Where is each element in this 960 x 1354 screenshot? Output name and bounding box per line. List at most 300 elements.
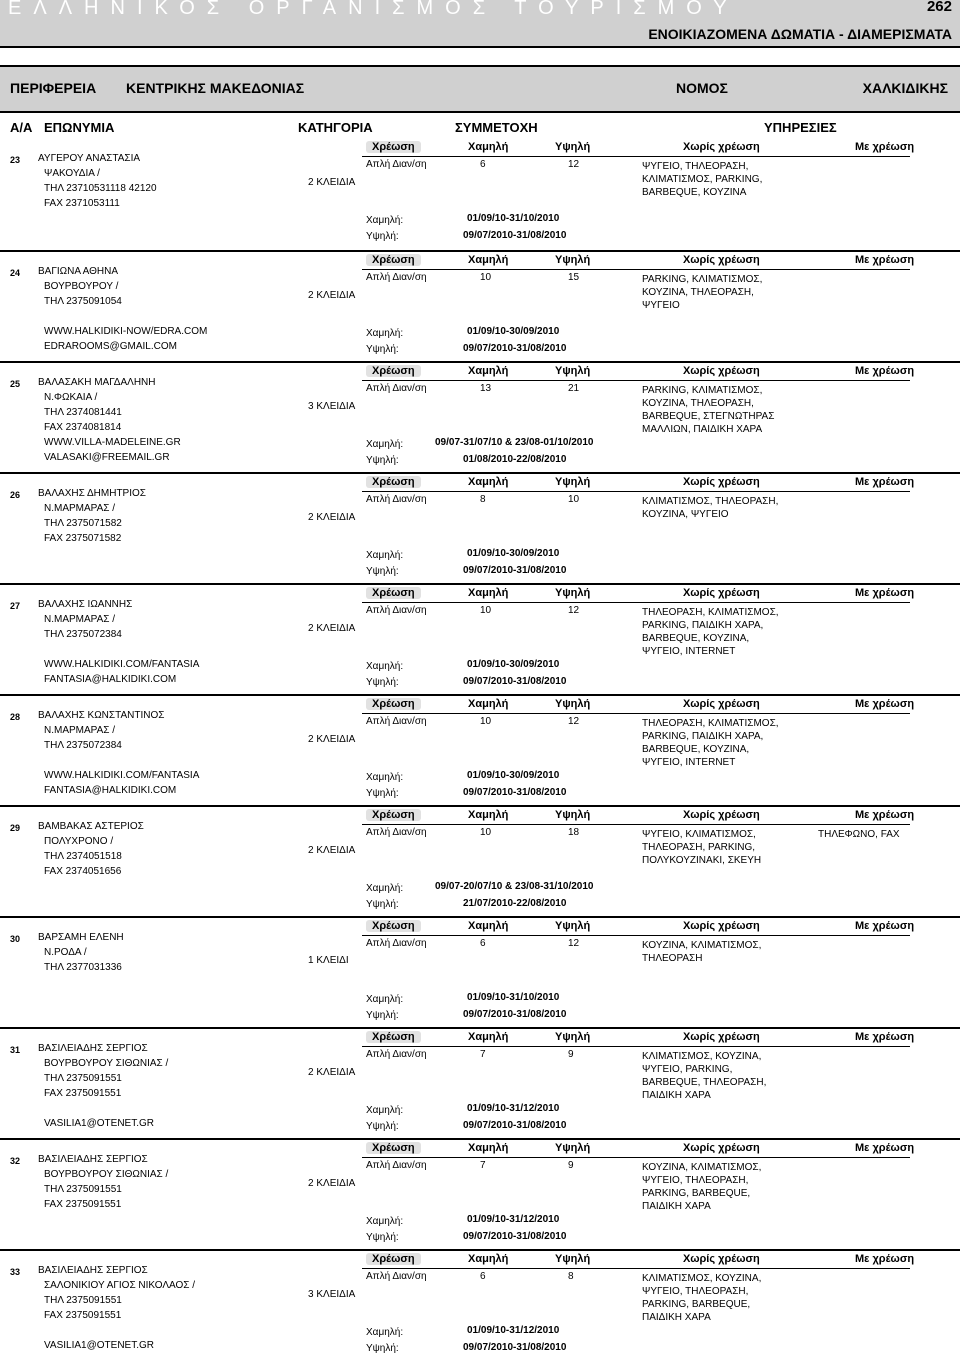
listing-entry [0, 694, 960, 804]
room-type-label: Απλή Διαν/ση [366, 1160, 427, 1171]
free-services [642, 495, 778, 521]
low-season-dates: 01/09/10-30/09/2010 [467, 659, 560, 670]
listing-detail-line: ΒΑΛΑΣΑΚΗ ΜΑΓΔΑΛΗΝΗ [38, 377, 156, 388]
service-line: ΚΟΥΖΙΝΑ, ΚΛΙΜΑΤΙΣΜΟΣ, [642, 1162, 762, 1173]
service-line: ΚΟΥΖΙΝΑ, ΤΗΛΕΟΡΑΣΗ, [642, 287, 754, 298]
paid-services-header: Με χρέωση [855, 1142, 915, 1154]
listing-details [38, 264, 207, 354]
listing-detail-line [38, 1101, 168, 1116]
service-line: PARKING, ΚΛΙΜΑΤΙΣΜΟΣ, [642, 385, 763, 396]
service-line: ΨΥΓΕΙΟ, INTERNET [642, 646, 736, 657]
listing-detail-line: ΤΗΛ 2374051518 [44, 851, 122, 862]
listing-detail-line: ΤΗΛ 2375091551 [44, 1073, 122, 1084]
listing-number: 26 [10, 490, 21, 500]
high-season-header: Υψηλή [555, 141, 591, 153]
free-services [642, 828, 761, 867]
paid-services-header: Με χρέωση [855, 1253, 915, 1265]
listing-detail-line: ΤΗΛ 2375071582 [44, 518, 122, 529]
listing-detail-line: WWW.VILLA-MADELEINE.GR [44, 437, 181, 448]
listing-detail-line: ΒΑΣΙΛΕΙΑΔΗΣ ΣΕΡΓΙΟΣ [38, 1154, 148, 1165]
listing-detail-line: Ν.ΜΑΡΜΑΡΑΣ / [44, 503, 116, 514]
high-season-header: Υψηλή [555, 587, 591, 599]
listing-details [38, 375, 181, 465]
listing-detail-line: ΒΑΣΙΛΕΙΑΔΗΣ ΣΕΡΓΙΟΣ [38, 1043, 148, 1054]
room-type-label: Απλή Διαν/ση [366, 827, 427, 838]
listing-entry [0, 805, 960, 915]
listing-detail-line: ΤΗΛ 23710531118 42120 [44, 183, 157, 194]
free-services [642, 939, 761, 965]
region-bar [0, 65, 960, 113]
low-season-period-label: Χαμηλή: [366, 328, 404, 339]
region-name: ΚΕΝΤΡΙΚΗΣ ΜΑΚΕΔΟΝΙΑΣ [126, 80, 305, 96]
high-season-dates: 09/07/2010-31/08/2010 [463, 1231, 567, 1242]
paid-services-header: Με χρέωση [855, 141, 915, 153]
listing-entry [0, 1138, 960, 1248]
listing-detail-line: Ν.ΦΩΚΑΙΑ / [44, 392, 98, 403]
charge-header: Χρέωση [366, 1253, 421, 1265]
low-season-header: Χαμηλή [468, 809, 509, 821]
listing-details [38, 597, 199, 687]
low-season-price: 10 [480, 827, 492, 838]
listing-detail-line: ΒΑΓΙΩΝΑ ΑΘΗΝΑ [38, 266, 119, 277]
listing-category: 2 ΚΛΕΙΔΙΑ [308, 623, 356, 634]
service-line: ΨΥΓΕΙΟ, ΤΗΛΕΟΡΑΣΗ, [642, 1286, 749, 1297]
high-season-price: 12 [568, 938, 580, 949]
listing-detail-line [38, 753, 199, 768]
listing-entry [0, 1249, 960, 1354]
header-rule [362, 1157, 910, 1158]
high-season-dates: 09/07/2010-31/08/2010 [463, 1120, 567, 1131]
low-season-period-label: Χαμηλή: [366, 215, 404, 226]
listing-entry [0, 916, 960, 1026]
high-season-period-label: Υψηλή: [366, 1232, 399, 1243]
low-season-period-label: Χαμηλή: [366, 772, 404, 783]
paid-services-header: Με χρέωση [855, 365, 915, 377]
free-services [642, 160, 762, 199]
listing-detail-line: ΒΑΛΑΧΗΣ ΙΩΑΝΝΗΣ [38, 599, 133, 610]
charge-header: Χρέωση [366, 476, 421, 488]
high-season-price: 18 [568, 827, 580, 838]
low-season-header: Χαμηλή [468, 587, 509, 599]
listing-detail-line: ΒΑΣΙΛΕΙΑΔΗΣ ΣΕΡΓΙΟΣ [38, 1265, 148, 1276]
service-line: PARKING, ΠΑΙΔΙΚΗ ΧΑΡΑ, [642, 731, 764, 742]
column-header-participation: ΣΥΜΜΕΤΟΧΗ [455, 120, 538, 135]
low-season-period-label: Χαμηλή: [366, 1216, 404, 1227]
high-season-period-label: Υψηλή: [366, 566, 399, 577]
listing-details [38, 819, 144, 879]
listing-entry [0, 472, 960, 582]
room-type-label: Απλή Διαν/ση [366, 159, 427, 170]
low-season-header: Χαμηλή [468, 1031, 509, 1043]
listing-detail-line: ΠΟΛΥΧΡΟΝΟ / [44, 836, 114, 847]
charge-header: Χρέωση [366, 365, 421, 377]
listing-category: 2 ΚΛΕΙΔΙΑ [308, 1067, 356, 1078]
free-services-header: Χωρίς χρέωση [683, 254, 760, 266]
listing-detail-line [38, 642, 199, 657]
low-season-header: Χαμηλή [468, 698, 509, 710]
low-season-price: 8 [480, 494, 486, 505]
service-line: ΤΗΛΕΟΡΑΣΗ, ΚΛΙΜΑΤΙΣΜΟΣ, [642, 718, 779, 729]
service-line: ΚΛΙΜΑΤΙΣΜΟΣ, PARKING, [642, 174, 763, 185]
listing-detail-line [38, 1323, 195, 1338]
service-line: PARKING, ΚΛΙΜΑΤΙΣΜΟΣ, [642, 274, 763, 285]
high-season-dates: 09/07/2010-31/08/2010 [463, 787, 567, 798]
page-number: 262 [926, 0, 952, 15]
listing-detail-line: ΤΗΛ 2375091054 [44, 296, 122, 307]
listing-category: 2 ΚΛΕΙΔΙΑ [308, 845, 356, 856]
column-header-category: ΚΑΤΗΓΟΡΙΑ [298, 120, 373, 135]
service-line: BARBEQUE, ΤΗΛΕΟΡΑΣΗ, [642, 1077, 767, 1088]
listing-number: 27 [10, 601, 21, 611]
high-season-dates: 01/08/2010-22/08/2010 [463, 454, 567, 465]
listing-category: 1 ΚΛΕΙΔΙ [308, 955, 349, 966]
high-season-period-label: Υψηλή: [366, 899, 399, 910]
free-services-header: Χωρίς χρέωση [683, 1253, 760, 1265]
listing-category: 2 ΚΛΕΙΔΙΑ [308, 734, 356, 745]
listing-detail-line: WWW.HALKIDIKI.COM/FANTASIA [44, 770, 200, 781]
listing-detail-line: ΨΑΚΟΥΔΙΑ / [44, 168, 100, 179]
listing-number: 30 [10, 934, 21, 944]
low-season-header: Χαμηλή [468, 920, 509, 932]
organization-title: ΕΛΛΗΝΙΚΟΣ ΟΡΓΑΝΙΣΜΟΣ ΤΟΥΡΙΣΜΟΥ [8, 0, 739, 19]
charge-header: Χρέωση [366, 254, 421, 266]
listing-details [38, 930, 124, 975]
column-header-aa: Α/Α [10, 120, 33, 135]
listing-detail-line: ΒΟΥΡΒΟΥΡΟΥ / [44, 281, 119, 292]
low-season-dates: 01/09/10-31/10/2010 [467, 213, 560, 224]
low-season-header: Χαμηλή [468, 254, 509, 266]
paid-services-header: Με χρέωση [855, 698, 915, 710]
high-season-price: 12 [568, 716, 580, 727]
header-rule [362, 713, 910, 714]
listing-details [38, 1041, 168, 1131]
service-line: ΨΥΓΕΙΟ, INTERNET [642, 757, 736, 768]
listing-details [38, 151, 157, 211]
free-services [642, 606, 779, 658]
high-season-dates: 09/07/2010-31/08/2010 [463, 1342, 567, 1353]
prefecture-name: ΧΑΛΚΙΔΙΚΗΣ [862, 80, 948, 96]
low-season-dates: 01/09/10-31/12/2010 [467, 1103, 560, 1114]
high-season-header: Υψηλή [555, 1253, 591, 1265]
high-season-header: Υψηλή [555, 1031, 591, 1043]
paid-services-header: Με χρέωση [855, 254, 915, 266]
high-season-dates: 09/07/2010-31/08/2010 [463, 676, 567, 687]
service-line: ΤΗΛΕΟΡΑΣΗ, ΚΛΙΜΑΤΙΣΜΟΣ, [642, 607, 779, 618]
room-type-label: Απλή Διαν/ση [366, 1049, 427, 1060]
high-season-price: 8 [568, 1271, 574, 1282]
paid-services-header: Με χρέωση [855, 920, 915, 932]
paid-services-header: Με χρέωση [855, 587, 915, 599]
service-line: ΤΗΛΕΟΡΑΣΗ [642, 953, 703, 964]
listing-detail-line [38, 309, 207, 324]
listing-number: 24 [10, 268, 21, 278]
service-line: ΤΗΛΕΟΡΑΣΗ, PARKING, [642, 842, 756, 853]
listing-category: 2 ΚΛΕΙΔΙΑ [308, 1178, 356, 1189]
listing-detail-line: ΑΥΓΕΡΟΥ ΑΝΑΣΤΑΣΙΑ [38, 153, 141, 164]
header-rule [362, 380, 910, 381]
header-rule [362, 1046, 910, 1047]
listing-number: 33 [10, 1267, 21, 1277]
paid-services-header: Με χρέωση [855, 809, 915, 821]
listing-detail-line: Ν.ΜΑΡΜΑΡΑΣ / [44, 725, 116, 736]
listing-number: 31 [10, 1045, 21, 1055]
listing-detail-line: ΒΑΜΒΑΚΑΣ ΑΣΤΕΡΙΟΣ [38, 821, 144, 832]
charge-header: Χρέωση [366, 141, 421, 153]
free-services-header: Χωρίς χρέωση [683, 1031, 760, 1043]
listing-entry [0, 361, 960, 471]
service-line: ΚΟΥΖΙΝΑ, ΨΥΓΕΙΟ [642, 509, 729, 520]
service-line: BARBEQUE, ΣΤΕΓΝΩΤΗΡΑΣ [642, 411, 775, 422]
service-line: ΚΟΥΖΙΝΑ, ΚΛΙΜΑΤΙΣΜΟΣ, [642, 940, 762, 951]
listing-details [38, 1152, 168, 1212]
service-line: ΚΟΥΖΙΝΑ, ΤΗΛΕΟΡΑΣΗ, [642, 398, 754, 409]
header-rule [362, 935, 910, 936]
high-season-period-label: Υψηλή: [366, 455, 399, 466]
listing-detail-line: VASILIA1@OTENET.GR [44, 1340, 154, 1351]
listing-category: 2 ΚΛΕΙΔΙΑ [308, 290, 356, 301]
low-season-dates: 01/09/10-31/12/2010 [467, 1325, 560, 1336]
high-season-price: 9 [568, 1160, 574, 1171]
low-season-period-label: Χαμηλή: [366, 1327, 404, 1338]
listing-detail-line: ΒΑΛΑΧΗΣ ΔΗΜΗΤΡΙΟΣ [38, 488, 146, 499]
low-season-price: 10 [480, 716, 492, 727]
low-season-header: Χαμηλή [468, 141, 509, 153]
service-line: ΠΑΙΔΙΚΗ ΧΑΡΑ [642, 1201, 711, 1212]
free-services [642, 1050, 766, 1102]
free-services-header: Χωρίς χρέωση [683, 141, 760, 153]
low-season-dates: 01/09/10-31/12/2010 [467, 1214, 560, 1225]
listing-detail-line: VASILIA1@OTENET.GR [44, 1118, 154, 1129]
low-season-price: 10 [480, 605, 492, 616]
low-season-period-label: Χαμηλή: [366, 994, 404, 1005]
low-season-dates: 01/09/10-31/10/2010 [467, 992, 560, 1003]
service-line: ΨΥΓΕΙΟ, ΚΛΙΜΑΤΙΣΜΟΣ, [642, 829, 756, 840]
high-season-header: Υψηλή [555, 365, 591, 377]
listing-number: 28 [10, 712, 21, 722]
listing-detail-line: ΒΑΡΣΑΜΗ ΕΛΕΝΗ [38, 932, 124, 943]
listing-detail-line: FAX 2375091551 [44, 1310, 122, 1321]
service-line: BARBEQUE, ΚΟΥΖΙΝΑ [642, 187, 747, 198]
listing-detail-line: FANTASIA@HALKIDIKI.COM [44, 674, 177, 685]
listing-detail-line: ΤΗΛ 2375091551 [44, 1295, 122, 1306]
header-rule [362, 156, 910, 157]
service-line: ΨΥΓΕΙΟ [642, 300, 680, 311]
high-season-period-label: Υψηλή: [366, 1343, 399, 1354]
free-services-header: Χωρίς χρέωση [683, 920, 760, 932]
header-rule [362, 491, 910, 492]
service-line: ΚΛΙΜΑΤΙΣΜΟΣ, ΤΗΛΕΟΡΑΣΗ, [642, 496, 779, 507]
listing-detail-line: ΣΑΛΟΝΙΚΙΟΥ ΑΓΙΟΣ ΝΙΚΟΛΑΟΣ / [44, 1280, 196, 1291]
free-services-header: Χωρίς χρέωση [683, 365, 760, 377]
listing-detail-line: WWW.HALKIDIKI-NOW/EDRA.COM [44, 326, 208, 337]
low-season-header: Χαμηλή [468, 365, 509, 377]
high-season-dates: 09/07/2010-31/08/2010 [463, 1009, 567, 1020]
low-season-price: 6 [480, 938, 486, 949]
listing-number: 25 [10, 379, 21, 389]
low-season-price: 10 [480, 272, 492, 283]
room-type-label: Απλή Διαν/ση [366, 272, 427, 283]
free-services [642, 384, 774, 436]
prefecture-label: ΝΟΜΟΣ [676, 80, 728, 96]
high-season-header: Υψηλή [555, 254, 591, 266]
room-type-label: Απλή Διαν/ση [366, 605, 427, 616]
high-season-period-label: Υψηλή: [366, 231, 399, 242]
listing-detail-line: FANTASIA@HALKIDIKI.COM [44, 785, 177, 796]
service-line: ΚΛΙΜΑΤΙΣΜΟΣ, ΚΟΥΖΙΝΑ, [642, 1051, 762, 1062]
high-season-period-label: Υψηλή: [366, 344, 399, 355]
high-season-period-label: Υψηλή: [366, 788, 399, 799]
low-season-dates: 01/09/10-30/09/2010 [467, 326, 560, 337]
service-line: ΨΥΓΕΙΟ, ΤΗΛΕΟΡΑΣΗ, [642, 161, 749, 172]
listing-detail-line: ΤΗΛ 2375072384 [44, 629, 122, 640]
low-season-dates: 01/09/10-30/09/2010 [467, 548, 560, 559]
low-season-period-label: Χαμηλή: [366, 439, 404, 450]
paid-services-header: Με χρέωση [855, 1031, 915, 1043]
free-services [642, 717, 779, 769]
listing-detail-line: ΤΗΛ 2374081441 [44, 407, 122, 418]
service-line: ΨΥΓΕΙΟ, ΤΗΛΕΟΡΑΣΗ, [642, 1175, 749, 1186]
page-header [0, 0, 960, 48]
header-rule [362, 602, 910, 603]
listing-detail-line: ΒΟΥΡΒΟΥΡΟΥ ΣΙΘΩΝΙΑΣ / [44, 1169, 169, 1180]
listing-detail-line: FAX 2375091551 [44, 1199, 122, 1210]
listing-detail-line: EDRAROOMS@GMAIL.COM [44, 341, 177, 352]
low-season-price: 7 [480, 1049, 486, 1060]
charge-header: Χρέωση [366, 1031, 421, 1043]
listing-detail-line: FAX 2374081814 [44, 422, 122, 433]
free-services-header: Χωρίς χρέωση [683, 476, 760, 488]
paid-services-header: Με χρέωση [855, 476, 915, 488]
listing-detail-line: WWW.HALKIDIKI.COM/FANTASIA [44, 659, 200, 670]
low-season-header: Χαμηλή [468, 476, 509, 488]
charge-header: Χρέωση [366, 698, 421, 710]
region-label: ΠΕΡΙΦΕΡΕΙΑ [10, 80, 97, 96]
listing-detail-line: FAX 2375071582 [44, 533, 122, 544]
listing-category: 2 ΚΛΕΙΔΙΑ [308, 177, 356, 188]
paid-services [818, 828, 900, 841]
listing-detail-line: FAX 2374051656 [44, 866, 122, 877]
listing-detail-line: ΤΗΛ 2377031336 [44, 962, 122, 973]
high-season-period-label: Υψηλή: [366, 1010, 399, 1021]
high-season-period-label: Υψηλή: [366, 1121, 399, 1132]
high-season-price: 10 [568, 494, 580, 505]
room-type-label: Απλή Διαν/ση [366, 1271, 427, 1282]
room-type-label: Απλή Διαν/ση [366, 716, 427, 727]
high-season-dates: 21/07/2010-22/08/2010 [463, 898, 567, 909]
free-services-header: Χωρίς χρέωση [683, 809, 760, 821]
high-season-price: 12 [568, 605, 580, 616]
free-services-header: Χωρίς χρέωση [683, 1142, 760, 1154]
free-services [642, 1272, 761, 1324]
low-season-header: Χαμηλή [468, 1253, 509, 1265]
high-season-price: 9 [568, 1049, 574, 1060]
free-services [642, 1161, 761, 1213]
high-season-dates: 09/07/2010-31/08/2010 [463, 230, 567, 241]
service-line: ΨΥΓΕΙΟ, PARKING, [642, 1064, 733, 1075]
listing-detail-line: ΤΗΛ 2375091551 [44, 1184, 122, 1195]
low-season-period-label: Χαμηλή: [366, 883, 404, 894]
listing-entry [0, 1027, 960, 1137]
listing-detail-line: Ν.ΡΟΔΑ / [44, 947, 87, 958]
high-season-header: Υψηλή [555, 920, 591, 932]
column-header-services: ΥΠΗΡΕΣΙΕΣ [764, 120, 837, 135]
room-type-label: Απλή Διαν/ση [366, 494, 427, 505]
low-season-header: Χαμηλή [468, 1142, 509, 1154]
listing-detail-line: ΒΑΛΑΧΗΣ ΚΩΝΣΤΑΝΤΙΝΟΣ [38, 710, 165, 721]
header-rule [362, 269, 910, 270]
high-season-header: Υψηλή [555, 1142, 591, 1154]
listing-detail-line: ΒΟΥΡΒΟΥΡΟΥ ΣΙΘΩΝΙΑΣ / [44, 1058, 169, 1069]
high-season-header: Υψηλή [555, 809, 591, 821]
service-line: ΠΑΙΔΙΚΗ ΧΑΡΑ [642, 1090, 711, 1101]
low-season-dates: 09/07-31/07/10 & 23/08-01/10/2010 [435, 437, 594, 448]
free-services [642, 273, 762, 312]
listing-category: 2 ΚΛΕΙΔΙΑ [308, 512, 356, 523]
charge-header: Χρέωση [366, 587, 421, 599]
low-season-price: 6 [480, 1271, 486, 1282]
listing-details [38, 486, 146, 546]
listing-number: 29 [10, 823, 21, 833]
low-season-period-label: Χαμηλή: [366, 1105, 404, 1116]
low-season-price: 6 [480, 159, 486, 170]
header-rule [362, 1268, 910, 1269]
high-season-price: 15 [568, 272, 580, 283]
charge-header: Χρέωση [366, 809, 421, 821]
room-type-label: Απλή Διαν/ση [366, 938, 427, 949]
high-season-dates: 09/07/2010-31/08/2010 [463, 343, 567, 354]
low-season-dates: 01/09/10-30/09/2010 [467, 770, 560, 781]
service-line: PARKING, ΠΑΙΔΙΚΗ ΧΑΡΑ, [642, 620, 764, 631]
low-season-dates: 09/07-20/07/10 & 23/08-31/10/2010 [435, 881, 594, 892]
charge-header: Χρέωση [366, 920, 421, 932]
service-line: ΠΟΛΥΚΟΥΖΙΝΑΚΙ, ΣΚΕΥΗ [642, 855, 762, 866]
free-services-header: Χωρίς χρέωση [683, 587, 760, 599]
room-type-label: Απλή Διαν/ση [366, 383, 427, 394]
service-line: PARKING, BARBEQUE, [642, 1188, 751, 1199]
charge-header: Χρέωση [366, 1142, 421, 1154]
listing-entry [0, 250, 960, 360]
listing-number: 32 [10, 1156, 21, 1166]
listing-entry [0, 583, 960, 693]
low-season-price: 7 [480, 1160, 486, 1171]
listing-detail-line: FAX 2375091551 [44, 1088, 122, 1099]
listing-detail-line: VALASAKI@FREEMAIL.GR [44, 452, 170, 463]
listing-number: 23 [10, 155, 21, 165]
service-line: ΚΛΙΜΑΤΙΣΜΟΣ, ΚΟΥΖΙΝΑ, [642, 1273, 762, 1284]
service-line: ΤΗΛΕΦΩΝΟ, FAX [818, 829, 900, 840]
page-subtitle: ΕΝΟΙΚΙΑΖΟΜΕΝΑ ΔΩΜΑΤΙΑ - ΔΙΑΜΕΡΙΣΜΑΤΑ [648, 26, 952, 42]
listing-category: 3 ΚΛΕΙΔΙΑ [308, 401, 356, 412]
listing-detail-line: FAX 2371053111 [44, 198, 120, 209]
listing-detail-line: Ν.ΜΑΡΜΑΡΑΣ / [44, 614, 116, 625]
free-services-header: Χωρίς χρέωση [683, 698, 760, 710]
listing-entry [0, 139, 960, 247]
service-line: BARBEQUE, ΚΟΥΖΙΝΑ, [642, 633, 750, 644]
high-season-dates: 09/07/2010-31/08/2010 [463, 565, 567, 576]
listing-detail-line: ΤΗΛ 2375072384 [44, 740, 122, 751]
high-season-header: Υψηλή [555, 476, 591, 488]
listing-details [38, 1263, 195, 1353]
listing-details [38, 708, 199, 798]
high-season-header: Υψηλή [555, 698, 591, 710]
service-line: ΜΑΛΛΙΩΝ, ΠΑΙΔΙΚΗ ΧΑΡΑ [642, 424, 763, 435]
low-season-period-label: Χαμηλή: [366, 550, 404, 561]
high-season-price: 12 [568, 159, 580, 170]
listing-category: 3 ΚΛΕΙΔΙΑ [308, 1289, 356, 1300]
low-season-price: 13 [480, 383, 492, 394]
column-header-name: ΕΠΩΝΥΜΙΑ [44, 120, 115, 135]
high-season-price: 21 [568, 383, 580, 394]
